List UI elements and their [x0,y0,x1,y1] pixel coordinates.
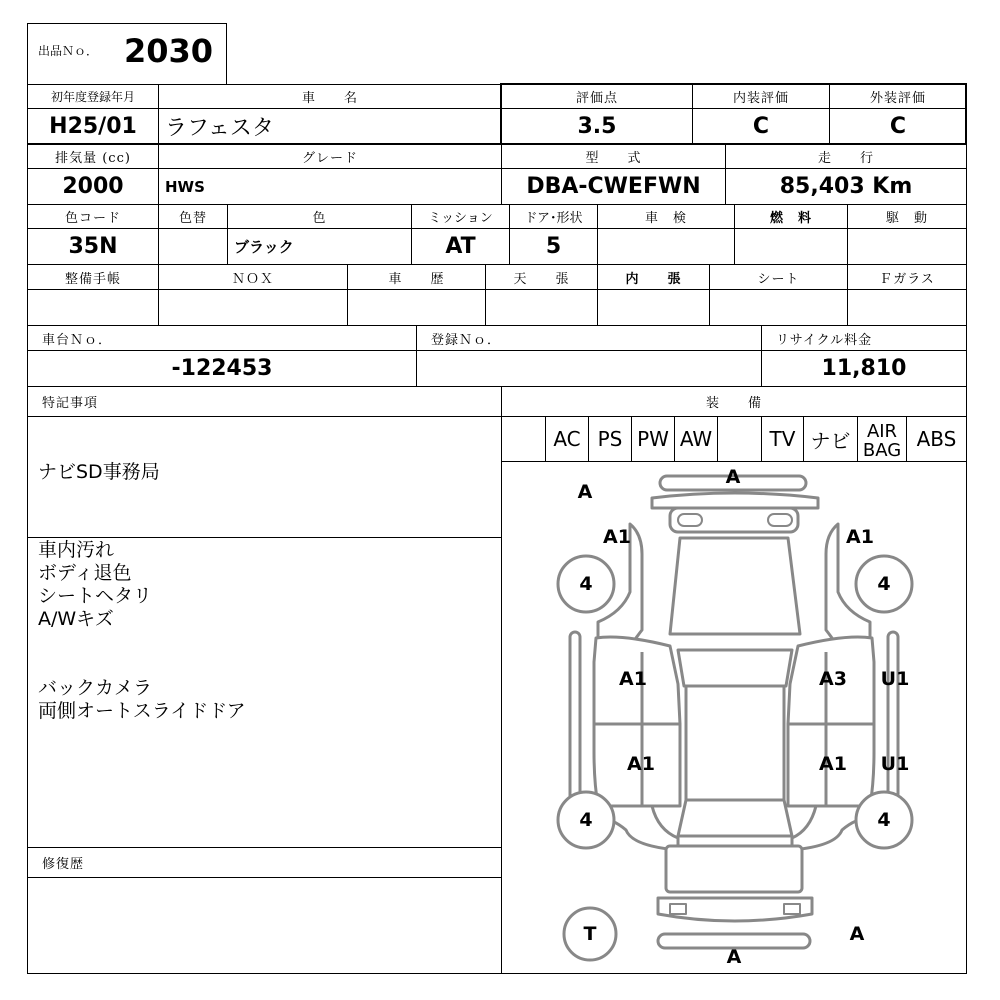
inspection-header: 車 検 [597,204,735,229]
mission-header: ミッション [411,204,510,229]
seat-header: シート [709,264,848,290]
maintenance-header: 整備手帳 [27,264,159,290]
displacement-value: 2000 [27,168,159,205]
spare-tire-value: T [583,923,597,945]
tire-rl-value: 4 [579,809,593,831]
damage-left-rear-door: A1 [627,753,655,775]
special-note: 両側オートスライドドア [38,700,246,722]
grille-emblem [768,514,792,526]
repair-header: 修復歴 [27,847,502,878]
history-header: 車 歴 [347,264,486,290]
fglass-value [847,289,967,326]
interior-value: C [692,108,830,144]
hood [670,538,800,634]
equipment-aw: AW [674,416,718,462]
door-header: ドア･形状 [509,204,598,229]
damage-left-fender: A1 [603,526,631,548]
model-value: DBA-CWEFWN [501,168,726,205]
special-note: ナビSD事務局 [38,461,160,483]
first-reg-value: H25/01 [27,108,159,144]
special-notes-1 [27,416,502,538]
left-side-body [594,637,680,806]
right-side-mold [888,632,898,802]
drive-value [847,228,967,265]
lot-number: 2030 [124,32,214,70]
left-side-mold [570,632,580,802]
grade-value: HWS [158,168,502,205]
rear-lamp-right [784,904,800,914]
damage-right-front-door: A3 [819,668,847,690]
grille-emblem [678,514,702,526]
lot-box [27,23,227,85]
damage-rear-bottom: A [726,946,742,968]
sunroof-header: 天 張 [485,264,598,290]
reg-no-value [416,350,762,387]
color-code-value: 35N [27,228,159,265]
equipment-ac: AC [545,416,589,462]
equipment-navi: ナビ [803,416,858,462]
displacement-header: 排気量 (cc) [27,144,159,169]
score-frame [500,83,967,145]
damage-front-left: A [577,481,593,503]
special-note: A/Wキズ [38,608,114,630]
score-header: 評価点 [501,84,693,109]
rear-lamp-left [670,904,686,914]
first-reg-header: 初年度登録年月 [27,84,159,109]
maintenance-value [27,289,159,326]
damage-right-mold-1: U1 [880,668,910,690]
car-outline-svg [502,462,966,973]
mileage-value: 85,403 Km [725,168,967,205]
mileage-header: 走 行 [725,144,967,169]
special-note: 車内汚れ [38,539,115,561]
grade-header: グレード [158,144,502,169]
recycle-header: リサイクル料金 [761,325,967,351]
chassis-header: 車台Ｎｏ． [27,325,417,351]
exterior-header: 外装評価 [829,84,967,109]
damage-right-mold-2: U1 [880,753,910,775]
exterior-value: C [829,108,967,144]
damage-right-rear-door: A1 [819,753,847,775]
windshield [678,650,792,686]
lot-label: 出品Ｎｏ． [38,44,99,58]
fuel-header: 燃 料 [734,204,848,229]
damage-diagram [501,461,967,974]
fglass-header: Ｆガラス [847,264,967,290]
fuel-value [734,228,848,265]
nox-value [158,289,348,326]
history-value [347,289,486,326]
equipment-abs: ABS [906,416,967,462]
special-notes-2 [27,537,502,848]
special-note: シートヘタリ [38,585,153,607]
roof [686,686,784,800]
tire-fr-value: 4 [877,573,891,595]
nox-header: ＮＯＸ [158,264,348,290]
special-note: バックカメラ [38,677,153,699]
equipment-header: 装 備 [501,386,967,417]
color-change-header: 色替 [158,204,228,229]
color-change-value [158,228,228,265]
reg-no-header: 登録Ｎｏ． [416,325,762,351]
damage-front-top: A [725,466,741,488]
front-bumper [652,493,818,508]
tire-rr-value: 4 [877,809,891,831]
tire-fl-value: 4 [579,573,593,595]
equipment-ps: PS [588,416,632,462]
rear-window [678,800,792,836]
interior-roof-value [597,289,710,326]
door-value: 5 [509,228,598,265]
special-note: ボディ退色 [38,562,132,584]
sunroof-value [485,289,598,326]
right-side-body [788,637,874,806]
special-note [38,654,491,677]
drive-header: 駆 動 [847,204,967,229]
inspection-value [597,228,735,265]
score-value: 3.5 [501,108,693,144]
damage-left-front-door: A1 [619,668,647,690]
mission-value: AT [411,228,510,265]
repair-value [27,877,502,974]
equipment-cell-blank [501,416,546,462]
equipment-pw: PW [631,416,675,462]
equipment-cell-blank [717,416,762,462]
special-note [38,631,491,654]
car-name-header: 車 名 [158,84,502,109]
car-name-value: ラフェスタ [158,108,502,144]
damage-right-fender: A1 [846,526,874,548]
equipment-airbag: AIR BAG [857,416,907,462]
tailgate [666,846,802,892]
seat-value [709,289,848,326]
recycle-value: 11,810 [761,350,967,387]
color-code-header: 色コード [27,204,159,229]
interior-header: 内装評価 [692,84,830,109]
color-value: ブラック [227,228,412,265]
interior-roof-header: 内 張 [597,264,710,290]
color-header: 色 [227,204,412,229]
model-header: 型 式 [501,144,726,169]
chassis-value: -122453 [27,350,417,387]
damage-rear-right: A [849,923,865,945]
special-header: 特記事項 [27,386,502,417]
equipment-tv: TV [761,416,804,462]
